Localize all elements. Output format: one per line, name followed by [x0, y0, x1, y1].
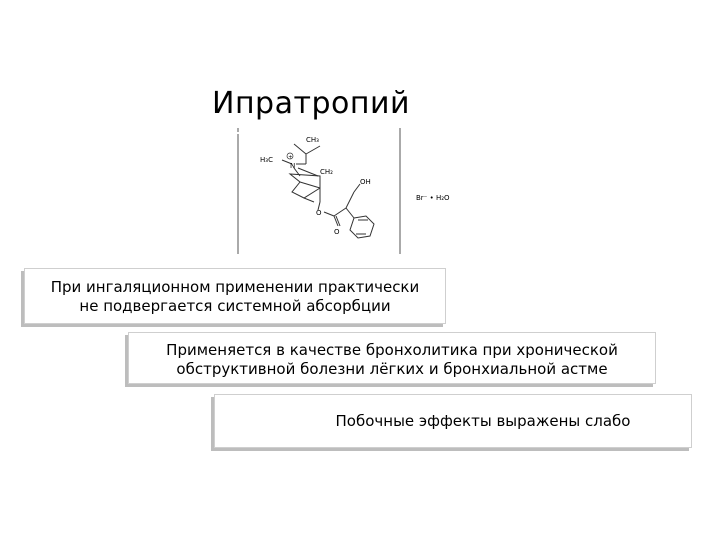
indication-note-line2: обструктивной болезни лёгких и бронхиальной астме	[176, 360, 608, 378]
ipratropium-structure-diagram	[234, 124, 474, 256]
absorption-note-line1: При ингаляционном применении практически	[50, 278, 420, 296]
label-counter-ion: Br⁻ • H₂O	[416, 194, 450, 202]
label-h3c: H₃C	[260, 156, 273, 164]
label-n: N	[290, 162, 296, 170]
label-plus: +	[288, 154, 293, 161]
label-o-ring: O	[316, 209, 322, 217]
side-effects-note-line1: Побочные эффекты выражены слабо	[335, 412, 631, 430]
absorption-note-line2: не подвергается системной абсорбции	[79, 297, 391, 315]
label-oh: OH	[360, 178, 371, 186]
absorption-note-box	[24, 268, 446, 324]
indication-note-box	[128, 332, 656, 384]
label-ch3-top: CH₃	[306, 136, 319, 144]
indication-note-line1: Применяется в качестве бронхолитика при хронической	[166, 341, 618, 359]
slide-title: Ипратропий	[212, 86, 410, 121]
side-effects-note-box	[214, 394, 692, 448]
label-o-carbonyl: O	[334, 228, 340, 236]
label-ch2: CH₂	[320, 168, 333, 176]
